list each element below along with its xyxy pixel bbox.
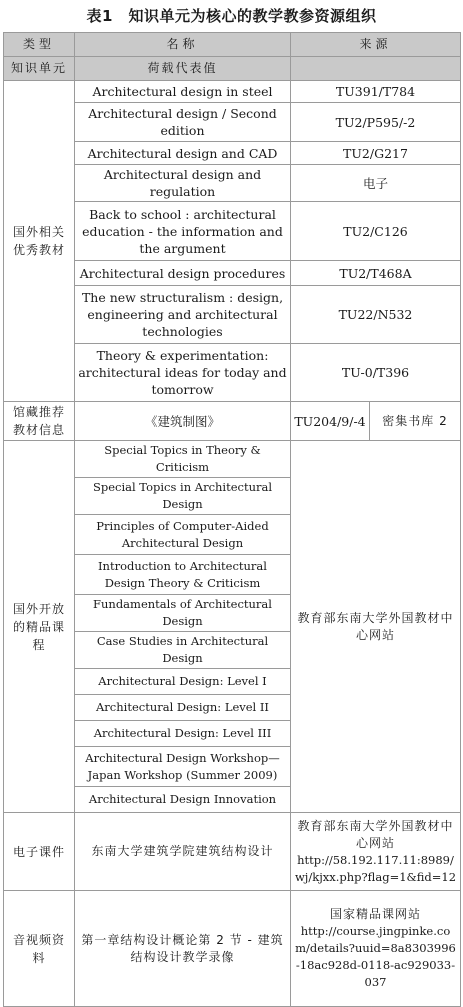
course-item: Architectural Design: Level I — [75, 669, 291, 695]
courseware-source-url[interactable]: http://58.192.117.11:8989/wj/kjxx.php?flag=1&fid=12 — [294, 852, 457, 884]
unit-type: 知识单元 — [4, 57, 75, 81]
video-type: 音视频资料 — [4, 891, 75, 1007]
textbook-code: TU22/N532 — [291, 286, 461, 344]
course-item: Fundamentals of Architectural Design — [75, 595, 291, 632]
textbook-code: TU2/C126 — [291, 202, 461, 261]
textbook-name: Architectural design and regulation — [75, 165, 291, 202]
library-type: 馆藏推荐教材信息 — [4, 402, 75, 441]
header-source: 来源 — [291, 33, 461, 57]
textbook-name: Architectural design and CAD — [75, 142, 291, 165]
course-item: Architectural Design: Level III — [75, 721, 291, 747]
course-item: Architectural Design Innovation — [75, 787, 291, 813]
course-item: Introduction to Architectural Design Theory & Criticism — [75, 555, 291, 595]
courseware-type: 电子课件 — [4, 813, 75, 891]
library-book-name: 《建筑制图》 — [75, 402, 291, 441]
video-source-site: 国家精品课网站 — [329, 907, 421, 921]
table-title: 表1 知识单元为核心的教学教参资源组织 — [86, 7, 377, 25]
unit-source — [291, 57, 461, 81]
textbook-name: Architectural design in steel — [75, 81, 291, 103]
video-source — [291, 891, 461, 1007]
resource-table — [3, 32, 461, 1007]
courseware-source — [291, 813, 461, 891]
course-item: Special Topics in Theory & Criticism — [75, 441, 291, 478]
textbook-name: Architectural design / Second edition — [75, 103, 291, 142]
open-courses-source: 教育部东南大学外国教材中心网站 — [291, 441, 461, 813]
textbook-code: TU2/G217 — [291, 142, 461, 165]
textbook-code: TU391/T784 — [291, 81, 461, 103]
video-source-url[interactable]: http://course.jingpinke.com/details?uuid=8a8303996-18ac928d-0118-ac929033-037 — [295, 924, 456, 989]
course-item: Case Studies in Architectural Design — [75, 632, 291, 669]
course-item: Principles of Computer-Aided Architectural Design — [75, 515, 291, 555]
course-item: Architectural Design Workshop—Japan Workshop (Summer 2009) — [75, 747, 291, 787]
textbook-code: TU2/P595/-2 — [291, 103, 461, 142]
unit-name: 荷载代表值 — [75, 57, 291, 81]
library-source: 密集书库 2 — [382, 413, 448, 428]
textbook-name: Architectural design procedures — [75, 261, 291, 286]
textbook-code: 电子 — [291, 165, 461, 202]
library-code-and-source — [291, 402, 461, 441]
library-code: TU204/9/-4 — [294, 413, 366, 429]
foreign-textbooks-type: 国外相关优秀教材 — [4, 81, 75, 402]
courseware-source-site: 教育部东南大学外国教材中心网站 — [297, 818, 454, 850]
course-item: Architectural Design: Level II — [75, 695, 291, 721]
textbook-code: TU-0/T396 — [291, 344, 461, 402]
course-item: Special Topics in Architectural Design — [75, 478, 291, 515]
header-type: 类型 — [4, 33, 75, 57]
courseware-name: 东南大学建筑学院建筑结构设计 — [75, 813, 291, 891]
textbook-name: Back to school : architectural education - the information and the argument — [75, 202, 291, 261]
header-name: 名称 — [75, 33, 291, 57]
textbook-name: The new structuralism : design, engineering and architectural technologies — [75, 286, 291, 344]
textbook-code: TU2/T468A — [291, 261, 461, 286]
open-courses-type: 国外开放的精品课程 — [4, 441, 75, 813]
textbook-name: Theory & experimentation: architectural ideas for today and tomorrow — [75, 344, 291, 402]
video-name: 第一章结构设计概论第 2 节 - 建筑结构设计教学录像 — [75, 891, 291, 1007]
